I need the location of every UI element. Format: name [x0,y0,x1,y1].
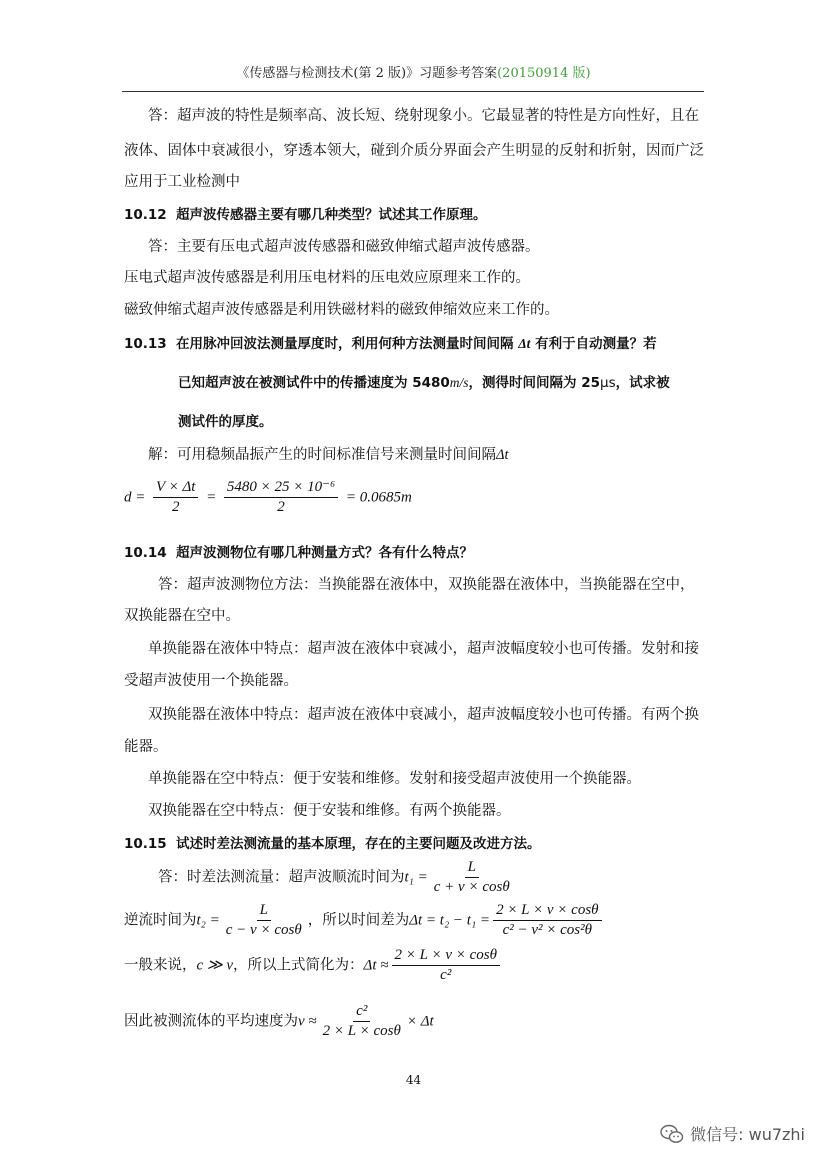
answer-text: 答：超声波的特性是频率高、波长短、绕射现象小。它最显著的特性是方向性好，且在 [148,108,699,124]
question-10-12 [124,205,487,225]
wechat-icon [660,1124,684,1144]
question-text: 超声波传感器主要有哪几种类型？试述其工作原理。 [176,207,487,223]
question-text: 超声波测物位有哪几种测量方式？各有什么特点？ [176,545,473,561]
answer-text: 双换能器在液体中特点：超声波在液体中衰减小，超声波幅度较小也可传播。有两个换 [148,707,699,723]
question-number: 10.15 [124,836,167,852]
formula-part: Δt ≈ [363,957,389,974]
watermark [660,1122,805,1145]
unit-us: μs [600,375,616,391]
question-10-13 [124,334,657,354]
unit-ms: m/s [449,375,469,390]
answer-text: 双换能器在空中。 [124,608,240,624]
fraction [153,478,199,517]
answer-text: 应用于工业检测中 [124,174,240,190]
denominator: c² − v² × cos²θ [502,922,592,938]
answer-text: ，所以上式简化为： [233,957,364,974]
question-number: 10.12 [124,207,167,223]
numerator: c² [353,1002,370,1022]
formula-part: t₂ = [196,912,220,929]
fraction [224,478,338,517]
answer-text: 受超声波使用一个换能器。 [124,673,298,689]
formula-part: Δt = t₂ − t₁ = [409,912,491,929]
header-title: 《传感器与检测技术(第 2 版)》习题参考答案 [236,66,498,81]
answer-text: 磁致伸缩式超声波传感器是利用铁磁材料的磁致伸缩效应来工作的。 [124,302,559,318]
question-text: ，测得时间间隔为 25 [468,375,601,391]
fraction [392,946,500,985]
numerator: L [465,858,479,878]
fraction [431,858,513,897]
answer-text: 双换能器在空中特点：便于安装和维修。有两个换能器。 [148,803,511,819]
answer-text: 答：主要有压电式超声波传感器和磁致伸缩式超声波传感器。 [148,239,540,255]
formula-part: d = [124,489,146,506]
header-date: (20150914 版) [497,66,591,81]
formula-part: v ≈ [298,1013,317,1030]
question-10-13-cont [178,373,670,393]
denominator: 2 [277,499,285,515]
question-10-15 [124,834,541,854]
answer-text: 因此被测流体的平均速度为 [124,1013,298,1030]
answer-text: 液体、固体中衰减很小，穿透本领大，碰到介质分界面会产生明显的反射和折射，因而广泛 [124,143,704,159]
formula-part: = [206,489,217,506]
numerator: 2 × L × v × cosθ [493,901,601,921]
formula-simplified [124,946,503,985]
page-header [0,62,827,81]
header-rule [122,91,704,92]
answer-text: 答：超声波测物位方法：当换能器在液体中，双换能器在液体中，当换能器在空中， [158,577,695,593]
answer-text: 能器。 [124,739,168,755]
formula-part: × Δt [406,1013,434,1030]
denominator: 2 × L × cosθ [322,1023,401,1039]
answer-text: 答：时差法测流量：超声波顺流时间为 [158,869,405,886]
answer-text: 单换能器在空中特点：便于安装和维修。发射和接受超声波使用一个换能器。 [148,771,641,787]
formula-downstream [158,858,516,897]
numerator: V × Δt [153,478,199,498]
fraction [493,901,601,940]
question-number: 10.13 [124,336,167,352]
question-text: 试述时差法测流量的基本原理，存在的主要问题及改进方法。 [176,836,541,852]
numerator: 5480 × 25 × 10⁻⁶ [224,478,338,498]
question-text: 在用脉冲回波法测量厚度时，利用何种方法测量时间间隔 [176,336,514,352]
answer-text: 一般来说， [124,957,197,974]
denominator: c + v × cosθ [433,879,510,895]
fraction [320,1002,404,1041]
denominator: c − v × cosθ [225,922,302,938]
answer-text: 解：可用稳频晶振产生的时间标准信号来测量时间间隔 [148,447,496,463]
answer-text: ，所以时间差为 [307,912,410,929]
numerator: 2 × L × v × cosθ [392,946,500,966]
question-10-14 [124,543,473,563]
formula-upstream [124,901,605,940]
page-number: 44 [405,1073,422,1087]
formula-part: = 0.0685m [345,489,412,506]
watermark-text: 微信号: wu7zhi [690,1125,805,1144]
math-delta-t: Δt [518,336,531,351]
question-text: 有利于自动测量？若 [535,336,657,352]
formula-velocity [124,1002,434,1041]
denominator: 2 [171,499,180,515]
answer-text [148,445,509,465]
numerator: L [257,901,271,921]
question-text: 测试件的厚度。 [178,414,273,430]
question-text: 已知超声波在被测试件中的传播速度为 5480 [178,375,450,391]
formula-part: t₁ = [404,869,428,886]
fraction [223,901,305,940]
formula-part: c ≫ v [196,957,234,974]
question-number: 10.14 [124,545,167,561]
answer-text: 压电式超声波传感器是利用压电材料的压电效应原理来工作的。 [124,270,530,286]
answer-text: 逆流时间为 [124,912,197,929]
question-text: ，试求被 [615,375,670,391]
math-delta-t: Δt [496,447,509,463]
formula-thickness [124,478,412,517]
denominator: c² [440,967,452,983]
answer-text: 单换能器在液体中特点：超声波在液体中衰减小，超声波幅度较小也可传播。发射和接 [148,641,699,657]
